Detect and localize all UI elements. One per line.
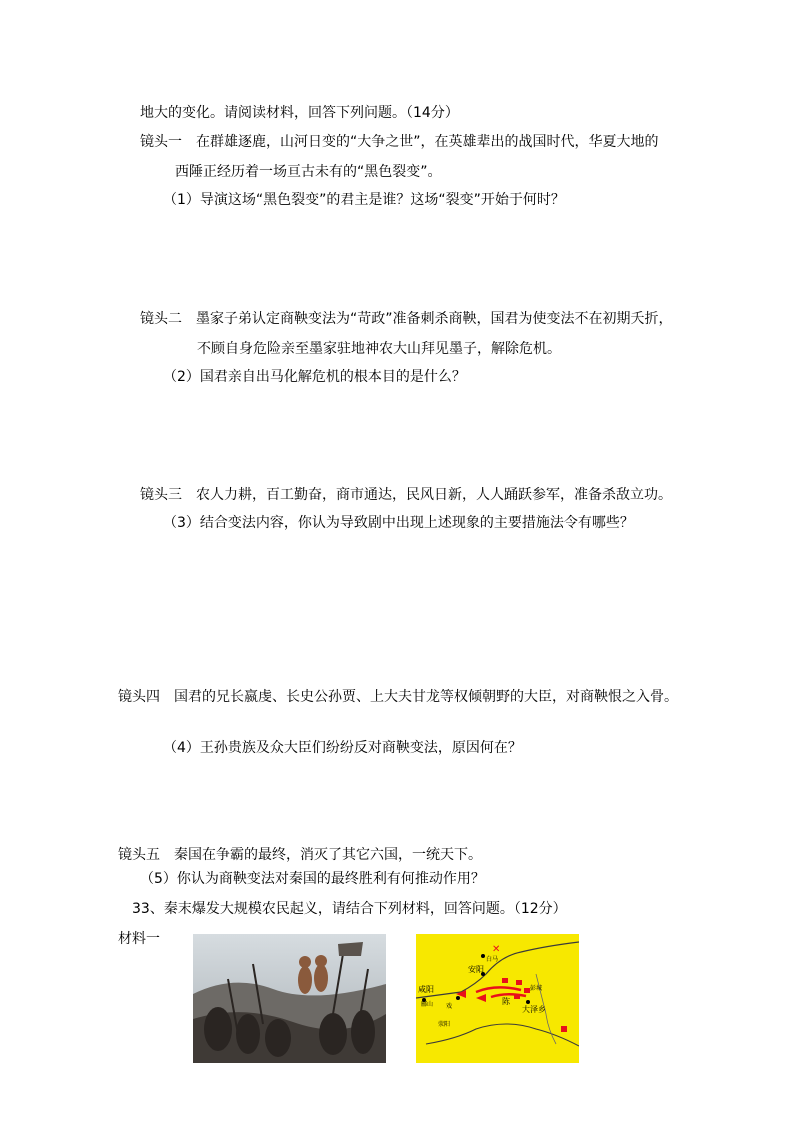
uprising-map	[416, 934, 579, 1063]
uprising-map-image	[416, 934, 579, 1063]
shot1-line-2: 西陲正经历着一场亘古未有的“黑色裂变”。	[175, 164, 442, 180]
question-2: （2）国君亲自出马化解危机的根本目的是什么？	[163, 369, 466, 385]
map-label-dazexiang: 大泽乡	[522, 1005, 546, 1014]
shot2-line-1: 镜头二 墨家子弟认定商鞅变法为“苛政”准备刺杀商鞅，国君为使变法不在初期夭折，	[140, 311, 673, 327]
map-label-xingyang: 荥阳	[438, 1021, 451, 1028]
map-label-xi: 戏	[446, 1003, 453, 1010]
uprising-painting-image	[193, 934, 386, 1063]
map-label-pengcheng: 彭城	[530, 985, 543, 992]
shot4-line: 镜头四 国君的兄长嬴虔、长史公孙贾、上大夫甘龙等权倾朝野的大臣，对商鞅恨之入骨。	[118, 689, 678, 705]
battle-x-icon: ✕	[492, 944, 501, 955]
question-33: 33、秦末爆发大规模农民起义，请结合下列材料，回答问题。（12分）	[132, 901, 567, 917]
question-1: （1）导演这场“黑色裂变”的君主是谁？这场“裂变”开始于何时？	[163, 192, 565, 208]
shot1-line-1: 镜头一 在群雄逐鹿，山河日变的“大争之世”，在英雄辈出的战国时代，华夏大地的	[140, 134, 659, 150]
map-label-xianyang: 咸阳	[418, 985, 434, 994]
map-label-baima: 白马	[486, 956, 499, 963]
question-4: （4）王孙贵族及众大臣们纷纷反对商鞅变法，原因何在？	[163, 740, 522, 756]
question-3: （3）结合变法内容，你认为导致剧中出现上述现象的主要措施法令有哪些？	[163, 515, 634, 531]
map-label-chen: 陈	[502, 997, 510, 1006]
shot5-line: 镜头五 秦国在争霸的最终，消灭了其它六国，一统天下。	[118, 847, 482, 863]
map-label-anyang: 安阳	[468, 965, 484, 974]
material-1-label: 材料一	[118, 931, 160, 947]
map-label-li: 郦山	[421, 1001, 434, 1008]
intro-line: 地大的变化。请阅读材料，回答下列问题。（14分）	[140, 105, 459, 121]
shot2-line-2: 不顾自身危险亲至墨家驻地神农大山拜见墨子，解除危机。	[197, 341, 561, 357]
shot3-line: 镜头三 农人力耕，百工勤奋，商市通达，民风日新，人人踊跃参军，准备杀敌立功。	[140, 487, 672, 503]
flag-1	[516, 980, 522, 985]
question-5: （5）你认为商鞅变法对秦国的最终胜利有何推动作用？	[140, 871, 485, 887]
flag-2	[561, 1026, 567, 1032]
uprising-painting	[193, 934, 386, 1063]
